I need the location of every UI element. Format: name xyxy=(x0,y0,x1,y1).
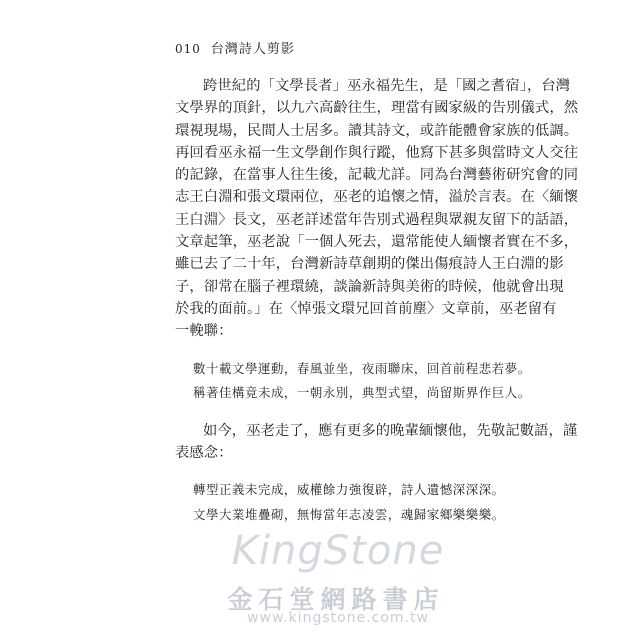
text-line: 王白淵〉長文，巫老詳述當年告別式過程與眾親友留下的話語， xyxy=(175,211,579,228)
verse-line: 稱著佳構竟未成，一朝永別，典型式望，尚留斯界作巨人。 xyxy=(193,385,531,401)
text-line: 雖已去了二十年，台灣新詩草創期的傑出傷痕詩人王白淵的影 xyxy=(175,256,564,273)
text-line: 於我的面前。」在〈悼張文環兄回首前塵〉文章前，巫老留有 xyxy=(175,300,557,317)
text-line: 一輓聯： xyxy=(175,323,233,340)
text-line: 再回看巫永福一生文學創作與行蹤，他寫下甚多與當時文人交往 xyxy=(175,144,579,161)
watermark-chinese: 金石堂網路書店 xyxy=(227,585,445,614)
watermark-brand: KingStone xyxy=(231,528,445,574)
text-line: 文學界的頂針，以九六高齡往生，理當有國家級的告別儀式，然 xyxy=(175,100,579,117)
page-header xyxy=(175,38,295,57)
text-line: 文章起筆，巫老說「一個人死去，還常能使人緬懷者實在不多， xyxy=(175,234,579,251)
text-line: 表感念： xyxy=(175,444,233,461)
watermark-url: www.kingstone.com.tw xyxy=(247,610,429,626)
text-line: 的記錄，在當事人往生後，記載尤詳。同為台灣藝術研究會的同 xyxy=(175,167,579,184)
elegiac-couplet-1 xyxy=(175,357,531,406)
text-line: 如今，巫老走了，應有更多的晚輩緬懷他，先敬記數語，謹 xyxy=(203,422,578,439)
elegiac-couplet-2 xyxy=(175,478,505,527)
book-title: 台灣詩人剪影 xyxy=(210,42,295,57)
verse-line: 數十載文學運動，春風並坐，夜雨聯床，回首前程悲若夢。 xyxy=(193,360,531,376)
verse-line: 轉型正義未完成，威權餘力強復辟，詩人遺憾深深深。 xyxy=(193,482,505,498)
body-text xyxy=(175,75,579,541)
text-line: 環視現場，民間人士居多。讀其詩文，或許能體會家族的低調。 xyxy=(175,122,579,139)
text-line: 子，卻常在腦子裡環繞，談論新詩與美術的時候，他就會出現 xyxy=(175,278,564,295)
text-line: 跨世紀的「文學長者」巫永福先生，是「國之耆宿」，台灣 xyxy=(203,78,571,94)
page-number: 010 xyxy=(175,42,201,56)
paragraph-1 xyxy=(175,75,579,343)
text-line: 志王白淵和張文環兩位，巫老的追懷之情，溢於言表。在〈緬懷 xyxy=(175,189,579,206)
paragraph-2 xyxy=(175,420,578,465)
verse-line: 文學大業堆疊砌，無悔當年志凌雲，魂歸家鄉樂樂樂。 xyxy=(193,506,505,522)
